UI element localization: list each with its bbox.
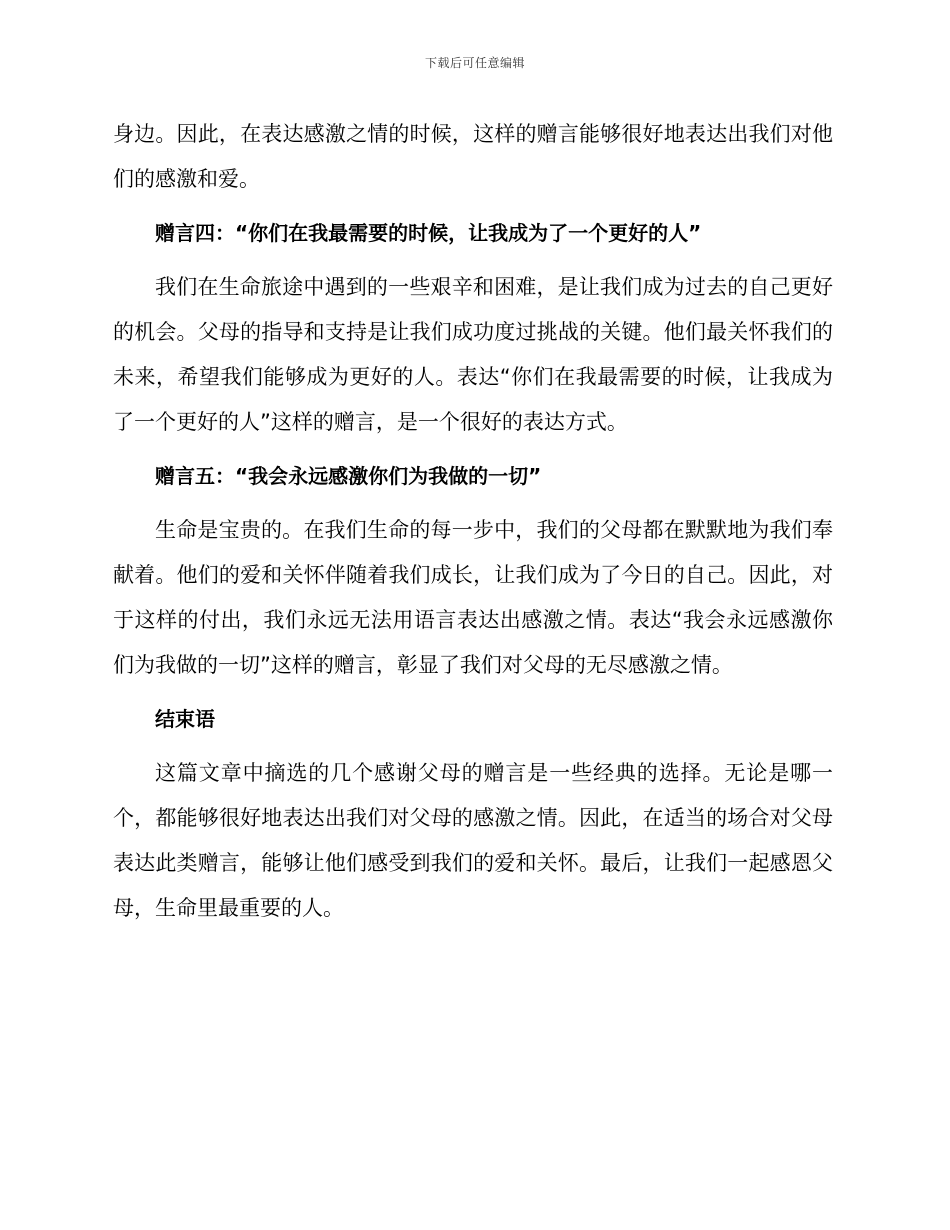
paragraph-conclusion: 这篇文章中摘选的几个感谢父母的赠言是一些经典的选择。无论是哪一个，都能够很好地表达出我们对父母的感激之情。因此，在适当的场合对父母表达此类赠言，能够让他们感受到我们的爱和关怀。最后，让我们一起感恩父母，生命里最重要的人。 bbox=[113, 761, 833, 920]
paragraph-gift-words-four: 我们在生命旅途中遇到的一些艰辛和困难，是让我们成为过去的自己更好的机会。父母的指导和支持是让我们成功度过挑战的关键。他们最关怀我们的未来，希望我们能够成为更好的人。表达“你们在我最需要的时候，让我成为了一个更好的人”这样的赠言，是一个很好的表达方式。 bbox=[113, 275, 833, 434]
heading-conclusion: 结束语 bbox=[155, 707, 215, 731]
heading-gift-words-five: 赠言五：“我会永远感激你们为我做的一切” bbox=[155, 464, 542, 488]
paragraph-gift-words-five: 生命是宝贵的。在我们生命的每一步中，我们的父母都在默默地为我们奉献着。他们的爱和关怀伴随着我们成长，让我们成为了今日的自己。因此，对于这样的付出，我们永远无法用语言表达出感激之情。表达“我会永远感激你们为我做的一切”这样的赠言，彰显了我们对父母的无尽感激之情。 bbox=[113, 518, 833, 677]
page-header: 下载后可任意编辑 bbox=[424, 56, 525, 70]
document-body bbox=[113, 112, 833, 931]
paragraph-continuation: 身边。因此，在表达感激之情的时候，这样的赠言能够很好地表达出我们对他们的感激和爱。 bbox=[113, 122, 833, 191]
heading-gift-words-four: 赠言四：“你们在我最需要的时候，让我成为了一个更好的人” bbox=[155, 221, 702, 245]
